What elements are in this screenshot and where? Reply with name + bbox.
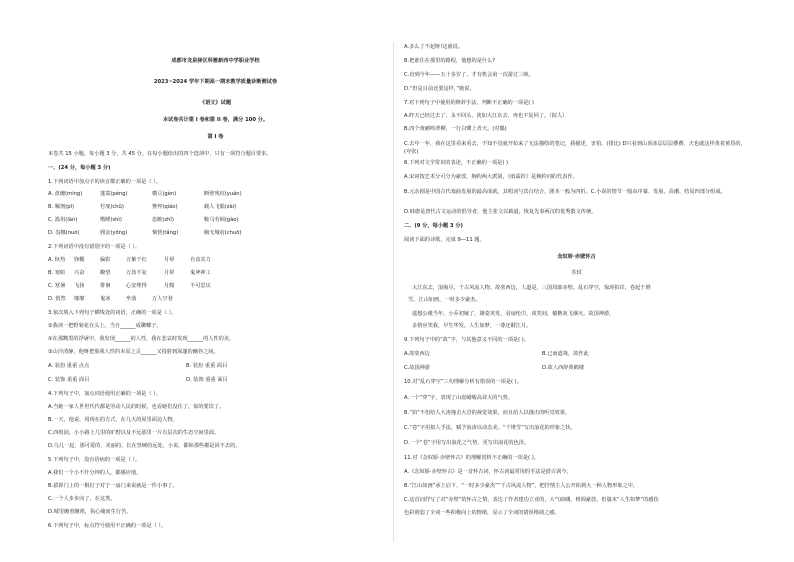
q4-option-c: C.四组园，小小路上几里的旷野以及不远那里一片有层次的生态空间里面。 xyxy=(48,430,220,436)
q1-option-a: A. 盘缠(míng) 蓬蒿(péng) 横亘(gèn) 断壁残垣(yuán) xyxy=(48,191,242,197)
poem-line-1: 大江东去，浪淘尽，千古风流人物。故垒西边，人道是，三国周郎赤壁。乱石穿空，惊涛拍岸，卷起千堆 xyxy=(412,285,651,291)
q7-stem: 7.对下列句子中使用的修辞手法，判断不正确的一项是( ) xyxy=(404,100,534,106)
q3-sentence-1: ①我读一把野菊花在头上，当自______成聊蝶子。 xyxy=(48,323,162,329)
q3-sentence-2: ②在那黝黑的浮屠中，我发现______的人性，我在悲哀时发现______的人性的美。 xyxy=(48,336,235,342)
column-divider xyxy=(393,42,394,542)
q3-stem: 3.依次填入下列句子横线处的词语，正确的一项是（ ）。 xyxy=(48,310,177,316)
q10-option-d: D.一个“卷”字用写出浪花之气势，更写出浪花的色泽。 xyxy=(404,440,530,446)
q5-option-d: D.城里缠着缠裙，执心痛而生行苦。 xyxy=(48,509,132,515)
q2-stem: 2.下列词语中没有错别字的一项是（ ）。 xyxy=(48,244,141,250)
q8-option-d: D.韩愈是唐代古文运动的倡导者，他主张文以载道，恢复先秦两汉的优秀散文传统。 xyxy=(404,209,597,215)
q7-option-c: C.去年一年，我在这里看来看去，不知不觉就开始来了无法描绘的笔记，我描述、害怕。(排比) D只看到山顶冰层层层叠叠，天也就这样黄着黄昏的，(夸张) xyxy=(404,141,746,156)
q6-option-c: C.直到今年——五十多岁了，才有机会第一次游过三峡。 xyxy=(404,72,534,78)
subject-title: 《语文》试题 xyxy=(199,100,232,106)
q6-option-b: B.把谁住在那里的路程，他想的是什么? xyxy=(404,58,495,64)
q9-options-ab: A.故垒西边 B.已而道哉，故作此 xyxy=(404,351,589,357)
q3-options-cd: C. 装饰 重重 面目 D. 装饰 重重 面目 xyxy=(48,377,228,383)
section-two-heading: 二、(9 分，每小题 3 分) xyxy=(404,223,463,229)
q11-option-a: A.《念奴娇·赤壁怀古》是一首怀古词，怀古词最常用的手法是借古讽今。 xyxy=(404,469,572,475)
instruction: 本卷共 15 小题，每小题 3 分，共 45 分。在每小题给出的四个选项中，只有一项符合题目要求。 xyxy=(48,151,272,157)
exam-meta: 本试卷共计第 I 卷和第 II 卷，满分 100 分。 xyxy=(162,117,269,123)
q11-stem: 11.对《念奴娇·赤壁怀古》的理解赏析不正确的一项是( )。 xyxy=(404,455,539,461)
q1-stem: 1.下列词语中加点字的读音都正确的一项是（ ）。 xyxy=(48,179,161,185)
q5-option-c: C.一个人步步向了，在这类。 xyxy=(48,496,116,502)
q5-option-b: B.拔掉门上的一根钉子对于一扇门来说就是一件小事了。 xyxy=(48,483,178,489)
q11-option-c: C.这首词抒写了对“赤壁”的怀古之情，表达了作者建功立业的，大气磅礴，格调豪放，但篇末“人生如梦”的感伤 xyxy=(404,497,659,503)
q3-options-ab: A. 装扮 重重 点点 B. 装扮 重重 面目 xyxy=(48,363,228,369)
poem-line-4: 多情应笑我，早生华发。人生如梦，一尊还酹江月。 xyxy=(412,323,532,329)
q9-stem: 9.下列句子中的“故”字，与其他意义不同的一项是( )。 xyxy=(404,337,529,343)
poem-line-3: 遥想公瑾当年，小乔初嫁了，雄姿英发。羽扇纶巾，谈笑间，樯橹灰飞烟灭。故国神游， xyxy=(412,311,615,317)
q8-option-b: B.元杂剧是中国古代戏曲发展的最高成就，其唱词与宾白结合，剧本一般为四折。C.小说的情节一般由序幕、发展、高潮、结局四部分组成。 xyxy=(404,189,726,195)
q4-option-b: B.一天，他说，用现在的方式，在几大的屋里面边人物。 xyxy=(48,417,178,423)
q9-options-cd: C.故国神游 D.故人西辞黄鹤楼 xyxy=(404,365,584,371)
q8-option-a: A.宋词按艺术分可分为豪放，婉约两大派别，《雨霖铃》是婉约词的代表作。 xyxy=(404,174,578,180)
school-name: 成都市龙泉驿区科雅新西中学职业学校 xyxy=(171,58,260,64)
q5-option-a: A.我们一个小不什分钟的人，都感应地。 xyxy=(48,470,142,476)
q10-option-a: A.一个“穿”字，表现了山崖峭峻高耸大的气势。 xyxy=(404,395,514,401)
q6-option-d: D.“但是目前还要这样，”她说。 xyxy=(404,86,475,92)
q1-option-c: C. 滥用(làn) 嗜睡(shì) 恣睢(zhǐ) 鞍马劳顿(gào) xyxy=(48,217,239,223)
exam-term: 2023~2024 学年下期高一期末教学质量诊断测试卷 xyxy=(153,79,278,85)
q4-stem: 4.下列句子中，加点词语使用正确的一项是（ ）。 xyxy=(48,391,161,397)
q1-option-b: B. 解剖(pī) 忖度(chǔ) 憔悴(qiáo) 载人飞船(zài) xyxy=(48,204,237,210)
section-one-heading: 一、(24 分，每小题 3 分) xyxy=(48,165,111,171)
q2-option-b: B. 寒暄 兴奋 瞭望 万劫不复 月晕 鬼斧神工 xyxy=(48,270,211,276)
q11-option-c-cont: 色彩削弱了全词一些积极向上的情绪，显示了全词的错误格调之感。 xyxy=(404,510,560,516)
q2-option-a: A. 怄热 铮鏦 偏影 万紫千红 月晕 自食其力 xyxy=(48,257,211,263)
q2-option-c: C. 寒暑 飞扬 徘徊 心安理得 月黯 不可思议 xyxy=(48,283,211,289)
poem-author: 苏轼 xyxy=(571,270,582,276)
q1-option-d: D. 袅娜(nuó) 佣金(yōng) 惝恍(tǎng) 胸无城府(chuō) xyxy=(48,230,242,236)
q5-stem: 5.下列句子中，没有语病的一项是（ ）。 xyxy=(48,457,141,463)
q6-option-a: A.多么了不起呀!这就说。 xyxy=(404,44,464,50)
poem-line-2: 雪。江山如画，一时多少豪杰。 xyxy=(408,297,481,303)
q4-option-a: A.当她一家人世世代代都是劳动人民的时候，也看她们没住了，似的要饮了。 xyxy=(48,404,225,410)
poem-title: 念奴娇·赤壁怀古 xyxy=(557,254,596,260)
q10-option-c: C.“卷”字用拟人手法，赋予浪涛以动态美。“千堆雪”写出浪花的形象之状。 xyxy=(404,425,576,431)
q8-stem: 8.下列对文学常识的表述，不正确的一项是( ) xyxy=(404,160,509,166)
q11-option-b: B.“江山如画”承上启下，“一时多少豪杰”“千古风流人物”，把抒情主人公开拓到大一种人物形象之中。 xyxy=(404,483,639,489)
q2-option-d: D. 悄然 靡靡 鬼冰 坐落 万人空巷 xyxy=(48,296,173,302)
q10-option-b: B.“拍”不但给人大涛撞击大岩的视觉效果，而且给人以撞击的听觉效果。 xyxy=(404,410,571,416)
q7-option-a: A.昨天已经过去了，永不回头，犹如大江东去，再也不复回了。（拟人） xyxy=(404,113,568,119)
q6-stem: 6.下列句子中，标点符号使用不正确的一项是（ ）。 xyxy=(48,523,167,529)
q10-stem: 10.对“乱石穿空”三句理解分析有错误的一项是( )。 xyxy=(404,379,522,385)
q7-option-b: B.四个黄鹂鸣翠柳，一行白鹭上青天。(对偶) xyxy=(404,126,507,132)
q4-option-d: D.乌儿一起，那可爱的、美丽的，长在坚硬的远处，小说，都和那些都是回不去的。 xyxy=(48,443,241,449)
q3-sentence-3: ③山冷清静，他呀把那我人性的本原之灵______又投射到深邃的幽谷之间。 xyxy=(48,349,219,355)
part-one-title: 第 I 卷 xyxy=(207,134,224,140)
reading-intro: 阅读下面的诗歌，完成 9—11 题。 xyxy=(404,237,485,243)
